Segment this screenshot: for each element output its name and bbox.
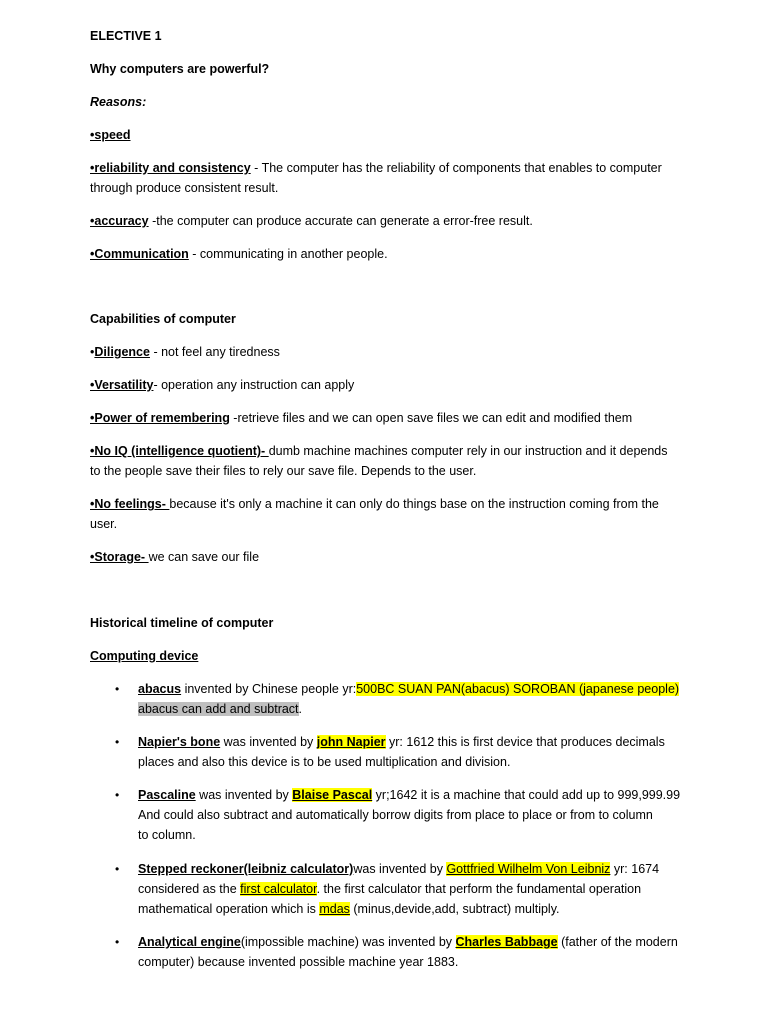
reason-speed: •speed: [90, 128, 131, 142]
napier-text-3: places and also this device is to be used multiplication and division.: [138, 755, 511, 769]
pascaline-text-4: to column.: [138, 828, 196, 842]
bullet-dot: •: [115, 682, 120, 696]
reasons-label: Reasons:: [90, 95, 147, 109]
accuracy-desc: -the computer can produce accurate can generate a error-free result.: [148, 214, 533, 228]
capability-remembering: [90, 408, 690, 428]
reliability-term: •reliability and consistency: [90, 161, 251, 175]
storage-desc: we can save our file: [148, 550, 260, 564]
stepped-text-5: mathematical operation which is: [138, 902, 320, 916]
napier-term: Napier's bone: [138, 735, 221, 749]
storage-term: •Storage-: [90, 550, 149, 564]
abacus-gray-highlight: abacus can add and subtract: [138, 702, 299, 716]
stepped-text-3: considered as the: [138, 882, 241, 896]
stepped-text-6: (minus,devide,add, subtract) multiply.: [349, 902, 560, 916]
capability-diligence: [90, 342, 690, 362]
device-napier: [138, 732, 698, 772]
pascaline-inventor: Blaise Pascal: [292, 788, 373, 802]
bullet-dot: •: [115, 735, 120, 749]
communication-term: •Communication: [90, 247, 189, 261]
bullet-dot: •: [115, 935, 120, 949]
abacus-highlight: 500BC SUAN PAN(abacus) SOROBAN (japanese people): [356, 682, 680, 696]
capability-storage: [90, 547, 690, 567]
noiq-desc-2: to the people save their files to rely our save file. Depends to the user.: [90, 464, 477, 478]
versatility-term: •Versatility: [90, 378, 154, 392]
question-heading: Why computers are powerful?: [90, 62, 270, 76]
stepped-mdas: mdas: [319, 902, 350, 916]
nofeelings-desc-2: user.: [90, 517, 118, 531]
noiq-desc: dumb machine machines computer rely in our instruction and it depends: [268, 444, 668, 458]
abacus-term: abacus: [138, 682, 182, 696]
stepped-term: Stepped reckoner(leibniz calculator): [138, 862, 354, 876]
analytical-text-1: (impossible machine) was invented by: [240, 935, 456, 949]
device-analytical-engine: [138, 932, 698, 972]
diligence-bullet: •: [90, 345, 95, 359]
capability-versatility: [90, 375, 690, 395]
napier-text-2: yr: 1612 this is first device that produces decimals: [385, 735, 665, 749]
remembering-term: •Power of remembering: [90, 411, 230, 425]
capabilities-heading: Capabilities of computer: [90, 312, 236, 326]
bullet-dot: •: [115, 788, 120, 802]
stepped-text-1: was invented by: [353, 862, 447, 876]
pascaline-text-3: And could also subtract and automatically borrow digits from place to place or from to column: [138, 808, 653, 822]
stepped-first-calculator: first calculator: [240, 882, 317, 896]
accuracy-term: •accuracy: [90, 214, 149, 228]
analytical-inventor: Charles Babbage: [455, 935, 558, 949]
stepped-text-4: . the first calculator that perform the fundamental operation: [316, 882, 642, 896]
diligence-term: Diligence: [94, 345, 150, 359]
pascaline-text-2: yr;1642 it is a machine that could add up to 999,999.99: [372, 788, 681, 802]
stepped-text-2: yr: 1674: [610, 862, 660, 876]
abacus-text-2: .: [298, 702, 303, 716]
abacus-text-1: invented by Chinese people yr:: [181, 682, 357, 696]
versatility-desc: - operation any instruction can apply: [153, 378, 355, 392]
reliability-desc-2: through produce consistent result.: [90, 181, 279, 195]
nofeelings-term: •No feelings-: [90, 497, 170, 511]
reason-reliability: [90, 158, 690, 198]
nofeelings-desc: because it's only a machine it can only do things base on the instruction coming from the: [169, 497, 659, 511]
capability-nofeelings: [90, 494, 690, 534]
stepped-inventor: Gottfried Wilhelm Von Leibniz: [446, 862, 611, 876]
analytical-text-3: computer) because invented possible machine year 1883.: [138, 955, 459, 969]
analytical-term: Analytical engine: [138, 935, 241, 949]
pascaline-text-1: was invented by: [195, 788, 293, 802]
pascaline-term: Pascaline: [138, 788, 196, 802]
reason-communication: [90, 244, 690, 264]
napier-inventor: john Napier: [316, 735, 386, 749]
diligence-desc: - not feel any tiredness: [149, 345, 280, 359]
device-stepped-reckoner: [138, 859, 698, 919]
device-abacus: [138, 679, 698, 719]
capability-noiq: [90, 441, 690, 481]
communication-desc: - communicating in another people.: [188, 247, 388, 261]
napier-text-1: was invented by: [220, 735, 317, 749]
document-title: ELECTIVE 1: [90, 29, 162, 43]
timeline-heading: Historical timeline of computer: [90, 616, 274, 630]
computing-device-subheading: Computing device: [90, 649, 199, 663]
reason-accuracy: [90, 211, 690, 231]
device-pascaline: [138, 785, 698, 845]
analytical-text-2: (father of the modern: [557, 935, 678, 949]
reliability-desc: - The computer has the reliability of components that enables to computer: [250, 161, 662, 175]
bullet-dot: •: [115, 862, 120, 876]
noiq-term: •No IQ (intelligence quotient)-: [90, 444, 269, 458]
remembering-desc: -retrieve files and we can open save files we can edit and modified them: [229, 411, 633, 425]
